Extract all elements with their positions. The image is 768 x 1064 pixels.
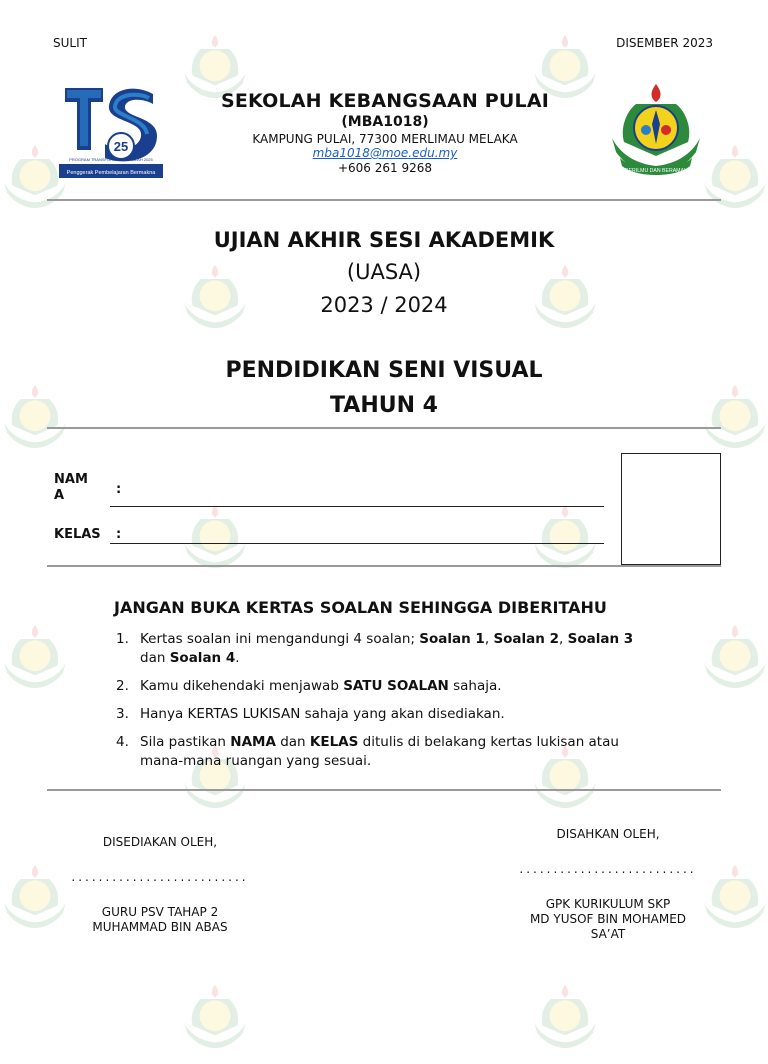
instruction-segment: . [235,650,240,666]
instruction-emphasis: SATU SOALAN [343,678,449,694]
instruction-segment: dan [275,734,310,750]
ts25-logo-icon [55,80,165,184]
crest-watermark-icon [180,980,250,1060]
instruction-segment: dan [140,650,170,666]
marks-box [621,453,721,565]
instruction-item [116,630,636,668]
instruction-text [140,677,502,696]
year-level: TAHUN 4 [330,393,438,418]
ts25-banner: Penggerak Pembelajaran Bermakna [66,170,156,176]
instruction-list [116,630,636,780]
name-label-line2: A [54,488,65,503]
approved-by-name-line1: MD YUSOF BIN MOHAMED [529,912,687,926]
instruction-segment: , [559,631,568,647]
instruction-emphasis: Soalan 4 [169,650,236,666]
ts25-number: 25 [113,139,129,154]
subject-title: PENDIDIKAN SENI VISUAL [225,358,543,383]
class-colon: : [116,527,122,542]
crest-watermark-icon [530,980,600,1060]
approved-by-heading: DISAHKAN OLEH, [556,827,660,841]
approved-by-signature-line: .......................... [519,862,697,876]
crest-watermark-icon [0,380,70,460]
instruction-segment: , [484,631,494,647]
instruction-number: 4. [116,734,129,750]
melaka-crest-icon [606,82,706,186]
instruction-item [116,677,636,696]
instruction-text [140,630,636,668]
name-label [54,472,88,504]
form-divider [47,565,721,567]
instruction-emphasis: KELAS [309,734,359,750]
prepared-by-role: GURU PSV TAHAP 2 [101,905,219,919]
instruction-segment: Hanya KERTAS LUKISAN sahaja yang akan disediakan. [140,706,505,722]
instruction-number: 1. [116,631,129,647]
school-phone: +606 261 9268 [337,161,433,175]
instruction-number: 3. [116,706,129,722]
instruction-emphasis: Soalan 1 [419,631,485,647]
instruction-segment: ditulis di belakang kertas lukisan atau mana-mana ruangan yang sesuai. [140,734,619,769]
class-input-line[interactable] [110,543,604,544]
name-input-line[interactable] [110,506,604,507]
approved-by-name-line2: SA’AT [590,927,626,941]
school-info [160,90,610,175]
instruction-segment: sahaja. [448,678,502,694]
class-label: KELAS [54,527,101,542]
prepared-by-signature-line: .......................... [71,870,249,884]
school-code: (MBA1018) [341,114,429,130]
warning-heading: JANGAN BUKA KERTAS SOALAN SEHINGGA DIBERITAHU [114,598,607,617]
approved-by-block [488,827,728,942]
instruction-number: 2. [116,678,129,694]
school-name: SEKOLAH KEBANGSAAN PULAI [220,90,550,112]
prepared-by-name: MUHAMMAD BIN ABAS [92,920,228,934]
school-address: KAMPUNG PULAI, 77300 MERLIMAU MELAKA [252,132,518,146]
crest-watermark-icon [700,620,768,700]
title-divider [47,427,721,429]
instruction-text [140,733,636,771]
prepared-by-heading: DISEDIAKAN OLEH, [102,835,218,849]
ts25-caption: PROGRAM TRANSFORMASI SEKOLAH 2025 [69,157,153,162]
instructions-divider [47,789,721,791]
date-tag: DISEMBER 2023 [616,36,713,50]
crest-watermark-icon [180,500,250,580]
crest-motto: BERILMU DAN BERAMAL [625,168,687,174]
name-label-line1: NAM [54,472,88,487]
instruction-segment: Kamu dikehendaki menjawab [140,678,344,694]
prepared-by-block [40,835,280,935]
crest-watermark-icon [700,380,768,460]
instruction-emphasis: Soalan 3 [567,631,634,647]
approved-by-role: GPK KURIKULUM SKP [545,897,671,911]
instruction-emphasis: Soalan 2 [493,631,559,647]
header-divider [47,199,721,201]
instruction-segment: Kertas soalan ini mengandungi 4 soalan; [140,631,420,647]
instruction-item [116,733,636,771]
crest-watermark-icon [530,500,600,580]
instruction-segment: Sila pastikan [140,734,231,750]
exam-title: UJIAN AKHIR SESI AKADEMIK [213,228,555,252]
instruction-item [116,705,636,724]
school-email-link[interactable]: mba1018@moe.edu.my [312,146,458,160]
confidential-tag: SULIT [53,36,87,50]
exam-session: 2023 / 2024 [320,293,448,317]
exam-abbreviation: (UASA) [346,260,422,284]
instruction-text [140,705,505,724]
name-colon: : [116,482,122,497]
crest-watermark-icon [0,620,70,700]
crest-watermark-icon [700,140,768,220]
instruction-emphasis: NAMA [230,734,276,750]
